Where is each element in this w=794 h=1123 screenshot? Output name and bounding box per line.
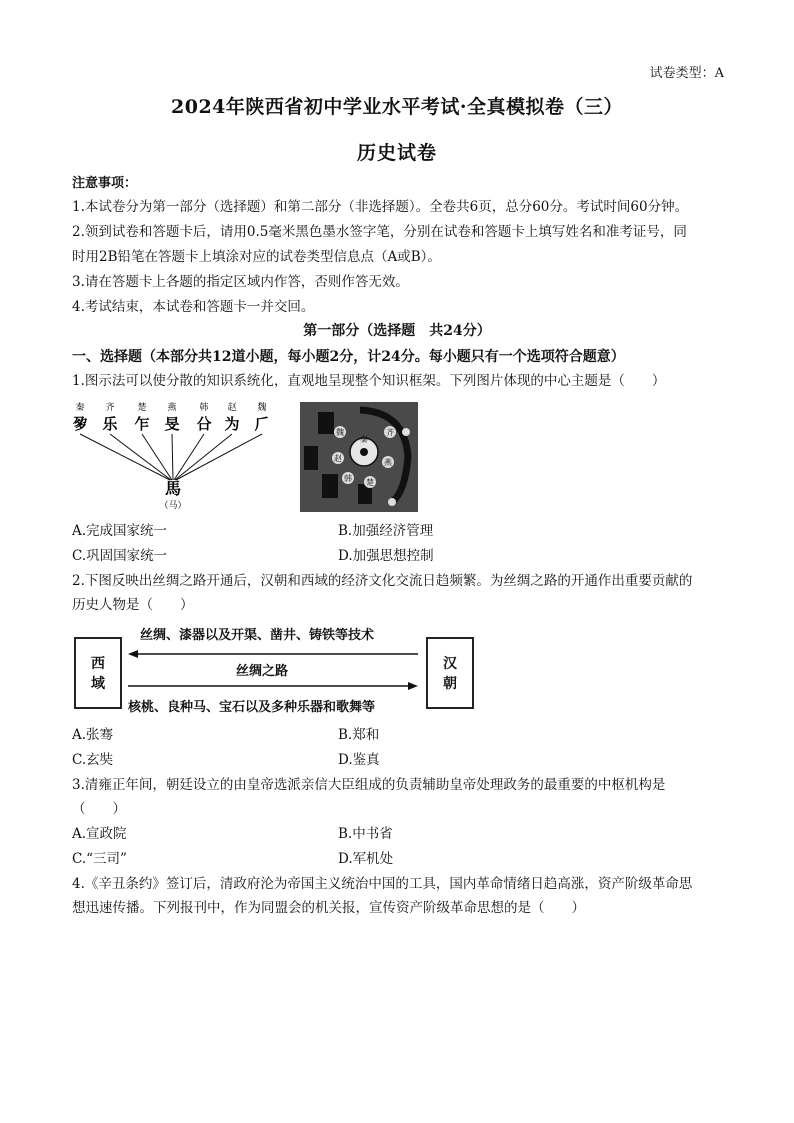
ancient-glyph-7: 𠂆 (254, 415, 270, 433)
notice-item-1: 1.本试卷分为第一部分（选择题）和第二部分（非选择题）。全卷共6页，总分60分。考试时间60分钟。 (72, 199, 689, 215)
q3-stem-line2: （ ） (72, 801, 126, 817)
notice-item-2: 2.领到试卷和答题卡后，请用0.5毫米黑色墨水签字笔，分别在试卷和答题卡上填写姓名和准考证号，同 (72, 224, 687, 240)
box-western-regions-char1: 西 (91, 656, 105, 672)
section-title: 一、选择题（本部分共12道小题，每小题2分，计24分。每小题只有一个选项符合题意） (72, 349, 625, 365)
q1-option-d: D.加强思想控制 (338, 548, 434, 564)
q2-stem-line1: 2.下图反映出丝绸之路开通后，汉朝和西域的经济文化交流日趋频繁。为丝绸之路的开通作出重要贡献的 (72, 573, 693, 589)
state-label-han: 韩 (199, 403, 209, 413)
coin-label-han: 韩 (344, 474, 352, 483)
arrow-right-icon (128, 681, 418, 691)
notice-item-2-cont: 时用2B铅笔在答题卡上填涂对应的试卷类型信息点（A或B）。 (72, 249, 441, 265)
q2-stem-line2: 历史人物是（ ） (72, 597, 194, 613)
q1-option-a: A.完成国家统一 (72, 523, 168, 539)
silk-road-label: 丝绸之路 (236, 664, 289, 679)
coin-label-wei: 魏 (336, 428, 344, 437)
state-label-wei: 魏 (257, 403, 267, 413)
q1-option-c: C.巩固国家统一 (72, 548, 168, 564)
box-han-dynasty-char1: 汉 (443, 656, 457, 672)
q3-option-c: C.“三司” (72, 851, 127, 867)
part1-title: 第一部分（选择题 共24分） (303, 323, 491, 339)
coin-label-yan: 燕 (384, 458, 392, 467)
center-glyph-ma: 馬 (164, 479, 182, 498)
trade-text-han-to-west: 丝绸、漆器以及开渠、凿井、铸铁等技术 (140, 628, 375, 643)
exam-title: 2024年陕西省初中学业水平考试·全真模拟卷（三） (171, 96, 623, 118)
ancient-glyph-6: 为 (224, 415, 240, 433)
q3-stem-line1: 3.清雍正年间，朝廷设立的由皇帝选派亲信大臣组成的负责辅助皇帝处理政务的最重要的中枢机构是 (72, 777, 666, 793)
q1-stem: 1.图示法可以使分散的知识系统化，直观地呈现整个知识框架。下列图片体现的中心主题是（ ） (72, 373, 666, 389)
state-label-qin: 秦 (75, 403, 85, 413)
state-label-yan: 燕 (167, 403, 177, 413)
state-label-zhao: 赵 (227, 403, 237, 413)
q1-option-b: B.加强经济管理 (338, 523, 434, 539)
trade-text-west-to-han: 核桃、良种马、宝石以及多种乐器和歌舞等 (128, 700, 376, 715)
q3-option-a: A.宣政院 (72, 826, 127, 842)
state-label-qi: 齐 (105, 403, 115, 413)
ancient-glyph-1: 㚉 (72, 415, 88, 433)
state-label-chu: 楚 (137, 403, 147, 413)
ancient-glyph-5: 㕣 (196, 415, 212, 433)
exam-type-label: 试卷类型：A (649, 66, 724, 81)
ancient-glyph-2: 乐 (102, 415, 118, 433)
box-han-dynasty (426, 637, 474, 709)
coin-label-zhao: 赵 (334, 454, 342, 463)
q4-stem-line2: 想迅速传播。下列报刊中，作为同盟会的机关报，宣传资产阶级革命思想的是（ ） (72, 900, 585, 916)
ancient-glyph-3: 乍 (134, 415, 150, 433)
q4-stem-line1: 4.《辛丑条约》签订后，清政府沦为帝国主义统治中国的工具，国内革命情绪日趋高涨，资产阶级革命思 (72, 876, 693, 892)
q3-option-b: B.中书省 (338, 826, 393, 842)
center-label: （马） (159, 501, 187, 511)
box-western-regions-char2: 域 (91, 676, 105, 692)
coin-label-qi: 齐 (386, 428, 394, 437)
q2-option-a: A.张骞 (72, 727, 114, 743)
coin-label-qin: 秦 (360, 435, 368, 444)
q1-figure-script-unification (72, 400, 282, 512)
notice-item-3: 3.请在答题卡上各题的指定区域内作答，否则作答无效。 (72, 274, 409, 290)
coin-label-chu: 楚 (366, 478, 374, 487)
q2-option-b: B.郑和 (338, 727, 380, 743)
q2-silk-road-diagram (74, 622, 474, 722)
q2-option-c: C.玄奘 (72, 752, 114, 768)
box-han-dynasty-char2: 朝 (443, 676, 457, 692)
notice-item-4: 4.考试结束，本试卷和答题卡一并交回。 (72, 299, 315, 315)
subject-title: 历史试卷 (356, 142, 437, 164)
arrow-left-icon (128, 649, 418, 659)
q2-option-d: D.鉴真 (338, 752, 380, 768)
box-western-regions (74, 637, 122, 709)
notice-heading: 注意事项： (72, 176, 138, 191)
ancient-glyph-4: 旻 (164, 415, 180, 433)
q1-figure-coin-unification (300, 402, 418, 512)
q3-option-d: D.军机处 (338, 851, 394, 867)
